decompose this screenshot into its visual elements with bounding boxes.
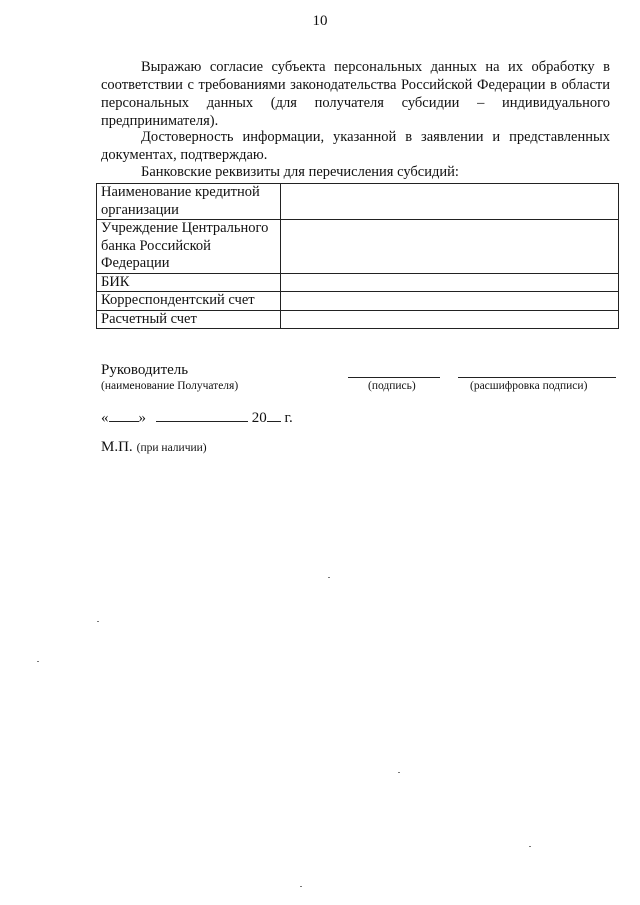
stamp-note: (при наличии) [136,442,207,454]
scan-speck [398,772,400,773]
row-label: Корреспондентский счет [97,292,281,311]
scan-speck [529,846,531,847]
row-value [281,292,619,311]
date-line [101,408,293,427]
table-row [97,292,619,311]
stamp-abbreviation: М.П. [101,439,133,455]
row-label: Расчетный счет [97,310,281,329]
consent-text: Выражаю согласие субъекта персональных данных на их обработку в соответствии с требованиями законодательства Российской Федерации в области персональных данных (для получателя субсидии – индивидуального предпринимателя). [101,59,610,129]
scan-speck [37,661,39,662]
row-value [281,220,619,274]
table-row [97,273,619,292]
year-blank [267,408,281,422]
date-open-quote: « [101,410,109,426]
page-number: 10 [312,13,328,29]
row-label: БИК [97,273,281,292]
accuracy-paragraph [101,128,610,164]
year-prefix: 20 [251,410,267,426]
row-value [281,184,619,220]
date-close-quote: » [138,410,146,426]
bank-details-table [96,183,619,329]
table-row [97,310,619,329]
signatory-role-caption: (наименование Получателя) [101,380,239,392]
row-label: Наименование кредитной организации [97,184,281,220]
signature-decode-line [458,377,616,378]
month-blank [156,408,248,422]
scan-speck [328,577,330,578]
scan-speck [97,621,99,622]
stamp-block [101,438,207,456]
row-value [281,273,619,292]
signatory-role: Руководитель [101,362,189,378]
row-label: Учреждение Центрального банка Российской Федерации [97,220,281,274]
consent-paragraph [101,58,610,130]
accuracy-text: Достоверность информации, указанной в заявлении и представленных документах, подтверждаю. [101,129,610,163]
signature-line [348,377,440,378]
table-row [97,184,619,220]
signature-decode-caption: (расшифровка подписи) [470,380,588,392]
signatory-block [101,362,238,393]
signature-caption: (подпись) [368,380,416,392]
row-value [281,310,619,329]
day-blank [109,408,139,422]
scan-speck [300,886,302,887]
table-row [97,220,619,274]
year-suffix: г. [284,410,293,426]
bank-details-title: Банковские реквизиты для перечисления субсидий: [141,164,459,180]
